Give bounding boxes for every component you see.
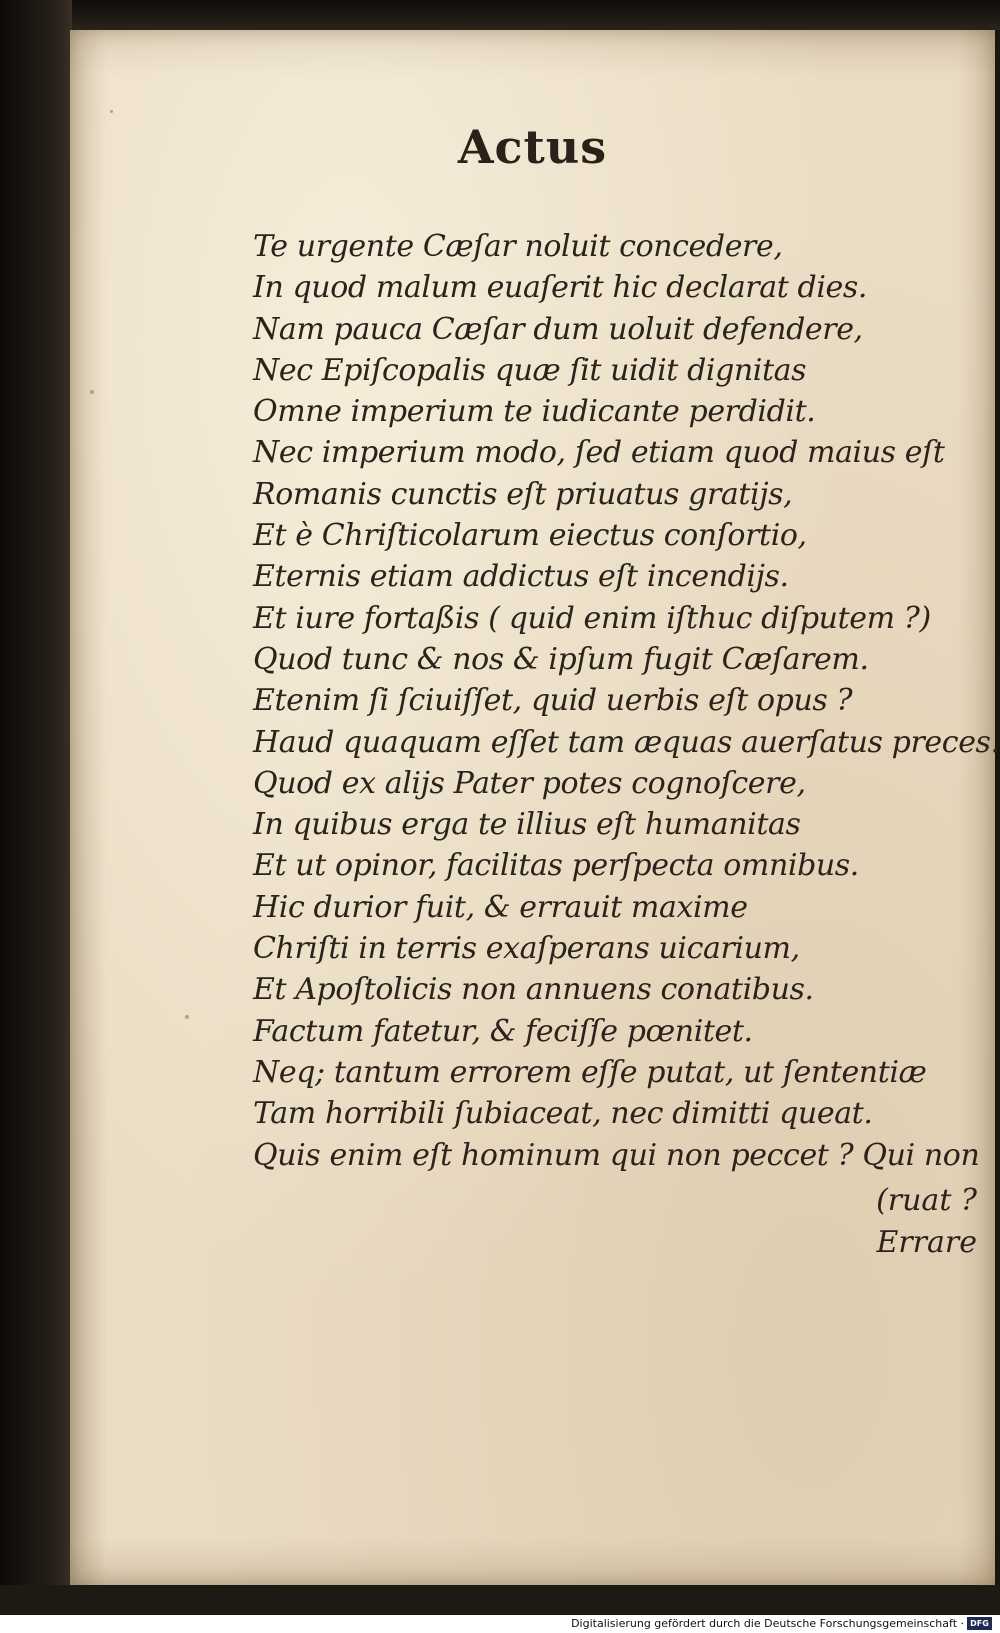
catchword-block: [876, 1180, 977, 1264]
verse-line: Nec Epiſcopalis quæ ſit uidit dignitas: [253, 352, 807, 388]
verse-line: In quod malum euaſerit hic declarat dies.: [253, 270, 868, 306]
funding-credit: Digitalisierung gefördert durch die Deutsche Forschungsgemeinschaft ·: [571, 1617, 964, 1630]
scan-top-edge: [0, 0, 1000, 30]
verse-line: Etenim ſi ſciuiſſet, quid uerbis eſt opus ?: [253, 683, 853, 719]
scan-bottom-edge: [0, 1585, 1000, 1615]
paper-spot: [110, 110, 113, 113]
verse-line: Hic durior fuit, & errauit maxime: [253, 889, 748, 925]
verse-line: Tam horribili ſubiaceat, nec dimitti queat.: [253, 1096, 873, 1132]
verse-line: Nam pauca Cæſar dum uoluit defendere,: [253, 311, 863, 347]
verse-line: Romanis cunctis eſt priuatus gratijs,: [253, 476, 793, 512]
verse-line: Chriſti in terris exaſperans uicarium,: [253, 931, 800, 967]
turnover-text: (ruat ?: [876, 1183, 977, 1218]
catchword: Errare: [876, 1225, 977, 1260]
verse-line: Haud quaquam eſſet tam æquas auerſatus preces.: [253, 724, 1000, 760]
verse-line: Quod ex alijs Pater potes cognoſcere,: [253, 765, 806, 801]
verse-line: Quod tunc & nos & ipſum fugit Cæſarem.: [253, 641, 869, 677]
book-page: [70, 30, 1000, 1585]
verse-line: Et iure fortaßis ( quid enim iſthuc diſputem ?): [253, 600, 931, 636]
verse-line: Nec imperium modo, ſed etiam quod maius eſt: [253, 435, 945, 471]
verse-line: Et è Chriſticolarum eiectus conſortio,: [253, 518, 807, 554]
verse-line: In quibus erga te illius eſt humanitas: [253, 807, 801, 843]
running-header: Actus: [457, 120, 608, 174]
verse-line: Et Apoſtolicis non annuens conatibus.: [253, 972, 814, 1008]
verse-text: [253, 226, 1000, 1176]
verse-line: Eternis etiam addictus eſt incendijs.: [253, 559, 789, 595]
verse-line: Et ut opinor, facilitas perſpecta omnibus.: [253, 848, 859, 884]
verse-line: Quis enim eſt hominum qui non peccet ? Qui non: [253, 1137, 980, 1173]
paper-spot: [90, 390, 94, 394]
verse-line: Factum fatetur, & feciſſe pœnitet.: [253, 1013, 753, 1049]
verse-line: Neq; tantum errorem eſſe putat, ut ſententiæ: [253, 1054, 927, 1090]
paper-spot: [185, 1015, 189, 1019]
dfg-logo: DFG: [967, 1617, 992, 1630]
verse-line: Omne imperium te iudicante perdidit.: [253, 394, 816, 430]
verse-line: Te urgente Cæſar noluit concedere,: [253, 229, 783, 264]
scan-left-edge: [0, 0, 72, 1633]
